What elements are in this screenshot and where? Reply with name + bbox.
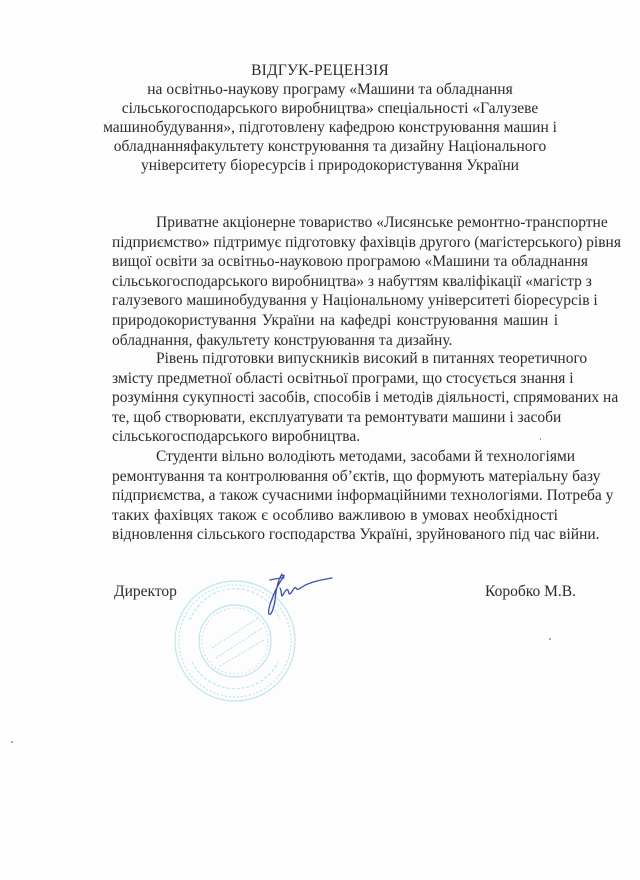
document-title: ВІДГУК-РЕЦЕНЗІЯ xyxy=(251,62,389,79)
subtitle-line: машинобудування», підготовлену кафедрою конструювання машин і xyxy=(103,119,557,136)
signature-icon xyxy=(262,570,334,620)
paragraph-line: Рівень підготовки випускників високий в питаннях теоретичного xyxy=(156,350,588,367)
paragraph-line: сільськогосподарського виробництва» з набуттям кваліфікації «магістр з xyxy=(112,272,592,290)
document-subtitle xyxy=(100,80,560,175)
paragraph-line: те, щоб створювати, експлуатувати та ремонтувати машини і засоби xyxy=(112,408,562,426)
subtitle-line: університету біоресурсів і природокористування України xyxy=(141,157,519,174)
paragraph-line: галузевого машинобудування у Національному університеті біоресурсів і xyxy=(112,292,598,310)
paragraph-line: обладнання, факультету конструювання та дизайну. xyxy=(112,331,453,349)
paragraph-line: відновлення сільського господарства Україні, зруйнованого під час війни. xyxy=(112,526,600,544)
paragraph-students xyxy=(112,447,614,545)
subtitle-line: обладнанняфакультету конструювання та дизайну Національного xyxy=(113,138,547,155)
paragraph-line: Студенти вільно володіють методами, засобами й технологіями xyxy=(156,448,576,465)
paragraph-training-level xyxy=(112,349,619,447)
paragraph-support xyxy=(112,213,621,350)
subtitle-line: на освітньо-наукову програму «Машини та обладнання xyxy=(147,81,513,98)
subtitle-line: сільськогосподарського виробництва» спеціальності «Галузеве xyxy=(121,100,539,117)
paragraph-line: ремонтування та контролювання об’єктів, що формують матеріальну базу xyxy=(112,467,601,485)
paragraph-line: змісту предметної області освітньої програми, що стосується знання і xyxy=(112,369,574,387)
signatory-name: Коробко М.В. xyxy=(485,583,576,600)
scan-speck xyxy=(11,741,13,743)
scan-speck xyxy=(549,638,551,640)
paragraph-line: підприємство» підтримує підготовку фахівців другого (магістерського) рівня xyxy=(112,233,621,251)
paragraph-line: розуміння сукупності засобів, способів і методів діяльності, спрямованих на xyxy=(112,389,619,407)
scan-speck xyxy=(540,438,541,440)
paragraph-line: Приватне акціонерне товариство «Лисянське ремонтно-транспортне xyxy=(156,214,608,231)
paragraph-line: природокористування України на кафедрі конструювання машин і xyxy=(112,311,558,329)
paragraph-line: таких фахівцях також є особливо важливою в умовах необхідності xyxy=(112,506,558,524)
paragraph-line: підприємства, а також сучасними інформаційними технологіями. Потреба у xyxy=(112,487,614,505)
signatory-position: Директор xyxy=(114,583,177,600)
paragraph-line: сільськогосподарського виробництва. xyxy=(112,428,361,446)
paragraph-line: вищої освіти за освітньо-науковою програмою «Машини та обладнання xyxy=(112,253,588,271)
